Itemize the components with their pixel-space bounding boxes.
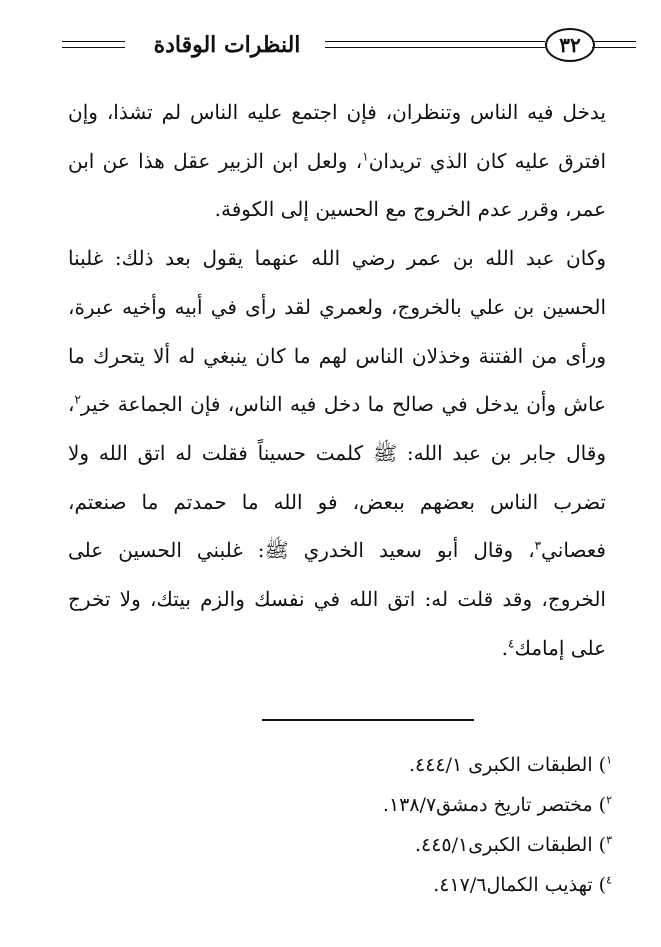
header-rule-left [62,41,125,48]
book-title: النظرات الوقادة [153,32,301,58]
body-text [68,88,606,672]
footnote-ref-2: ٢ [74,392,81,407]
footnote-4 [250,865,612,905]
footnote-2 [250,785,612,825]
footnote-number: ١ [606,753,612,767]
page-header [40,26,625,64]
footnote-number: ٤ [606,873,612,887]
footnote-text: ) الطبقات الكبرى ٤٤٤/١. [408,754,607,776]
paragraph-1 [68,88,606,234]
footnote-number: ٢ [606,793,612,807]
footnote-1 [250,745,612,785]
footnote-ref-4: ٤ [508,636,515,651]
paragraph-2-text-d: . [501,635,509,660]
footnote-number: ٣ [606,833,612,847]
paragraph-1-text-a: يدخل فيه الناس وتنظران، فإن اجتمع عليه الناس لم تشذا، وإن افترق عليه كان الذي تريدان [68,100,607,173]
footnote-text: ) مختصر تاريخ دمشق١٣٨/٧. [382,794,607,816]
footnote-text: ) تهذيب الكمال٤١٧/٦. [433,874,607,896]
paragraph-2-text-b: ، وقال جابر بن عبد الله: ﷺ كلمت حسيناً فقلت له اتق الله ولا تضرب الناس بعضهم ببعض، فو الله ما حمدتم ما صنعتم، فعصاني [68,392,606,563]
paragraph-2-text-a: وكان عبد الله بن عمر رضي الله عنهما يقول بعد ذلك: غلبنا الحسين بن علي بالخروج، ولعمري لقد رأى في أبيه وأخيه عبرة، ورأى من الفتنة وخذلان الناس لهم ما كان ينبغي له ألا يتحرك ما عاش وأن يدخل في صالح ما دخل فيه الناس، فإن الجماعة خير [68,246,606,417]
footnotes [250,745,612,905]
footnote-ref-3: ٣ [534,538,542,553]
paragraph-2-text-c: ، وقال أبو سعيد الخدري ﷺ: غلبني الحسين على الخروج، وقد قلت له: اتق الله في نفسك والزم بيتك، ولا تخرج على إمامك [68,538,606,660]
footnote-3 [250,825,612,865]
footnote-text: ) الطبقات الكبرى٤٤٥/١. [414,834,607,856]
paragraph-2 [68,234,606,672]
header-rule-middle [325,41,545,48]
paragraph-1-text-b: ، ولعل ابن الزبير عقل هذا عن ابن عمر، وقرر عدم الخروج مع الحسين إلى الكوفة. [68,148,606,222]
footnote-separator [262,719,474,721]
header-rule-right [592,41,636,48]
footnote-ref-1: ١ [362,149,369,164]
page-number: ٣٢ [545,28,595,62]
